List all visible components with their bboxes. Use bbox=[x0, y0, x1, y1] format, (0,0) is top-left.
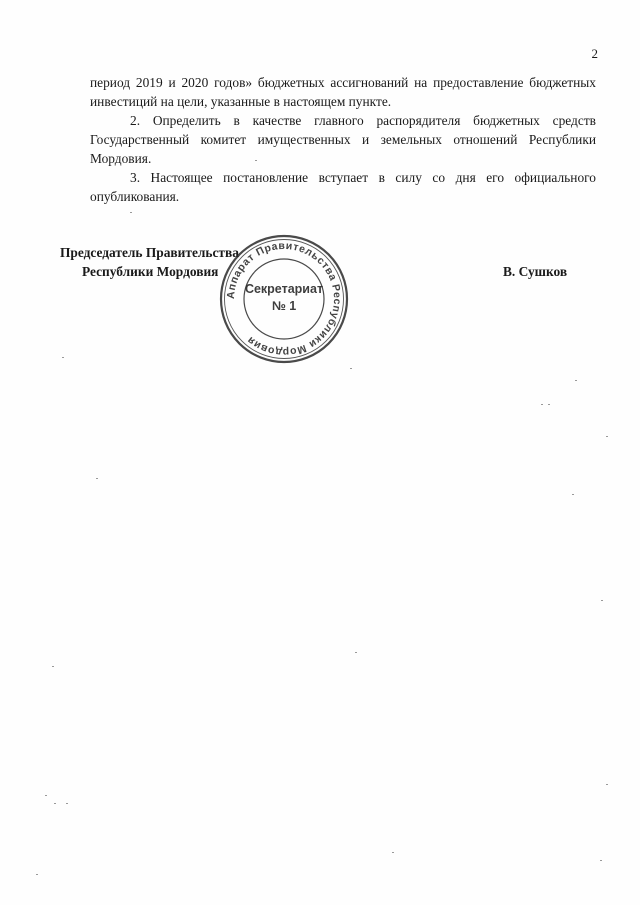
scan-speck bbox=[548, 404, 550, 405]
scan-speck bbox=[541, 404, 543, 405]
paragraph-item-3: 3. Настоящее постановление вступает в силу со дня его официального опубликования. bbox=[90, 170, 596, 204]
scan-speck bbox=[575, 380, 577, 381]
stamp-ring-text: Аппарат Правительства Республики Мордовия bbox=[224, 239, 344, 359]
scan-speck bbox=[601, 600, 603, 601]
paragraph-item-2: 2. Определить в качестве главного распорядителя бюджетных средств Государственный комитет имущественных и земельных отношений Республики Мордовия. bbox=[90, 113, 596, 166]
scan-speck bbox=[45, 795, 47, 796]
document-body bbox=[90, 73, 596, 206]
scan-speck bbox=[606, 436, 608, 437]
scan-speck bbox=[62, 357, 64, 358]
stamp-center-line1: Секретариат bbox=[244, 282, 324, 296]
scan-speck bbox=[66, 803, 68, 804]
scan-speck bbox=[96, 478, 98, 479]
scan-speck bbox=[392, 852, 394, 853]
scan-speck bbox=[600, 860, 602, 861]
scan-speck bbox=[350, 368, 352, 369]
stamp-center-line2: № 1 bbox=[271, 299, 297, 313]
signatory-name: В. Сушков bbox=[503, 264, 568, 279]
scan-speck bbox=[606, 784, 608, 785]
scan-speck bbox=[572, 494, 574, 495]
scan-speck bbox=[54, 803, 56, 804]
scan-speck bbox=[255, 160, 257, 161]
scan-speck bbox=[52, 666, 54, 667]
signatory-title-line1: Председатель Правительства bbox=[60, 245, 239, 260]
page-number: 2 bbox=[591, 46, 598, 61]
scan-speck bbox=[355, 652, 357, 653]
official-seal-stamp bbox=[218, 233, 350, 365]
paragraph-continuation: период 2019 и 2020 годов» бюджетных ассигнований на предоставление бюджетных инвестиций на цели, указанные в настоящем пункте. bbox=[90, 75, 596, 109]
signatory-title-line2: Республики Мордовия bbox=[82, 264, 219, 279]
scan-speck bbox=[130, 212, 132, 213]
scan-speck bbox=[36, 874, 38, 875]
